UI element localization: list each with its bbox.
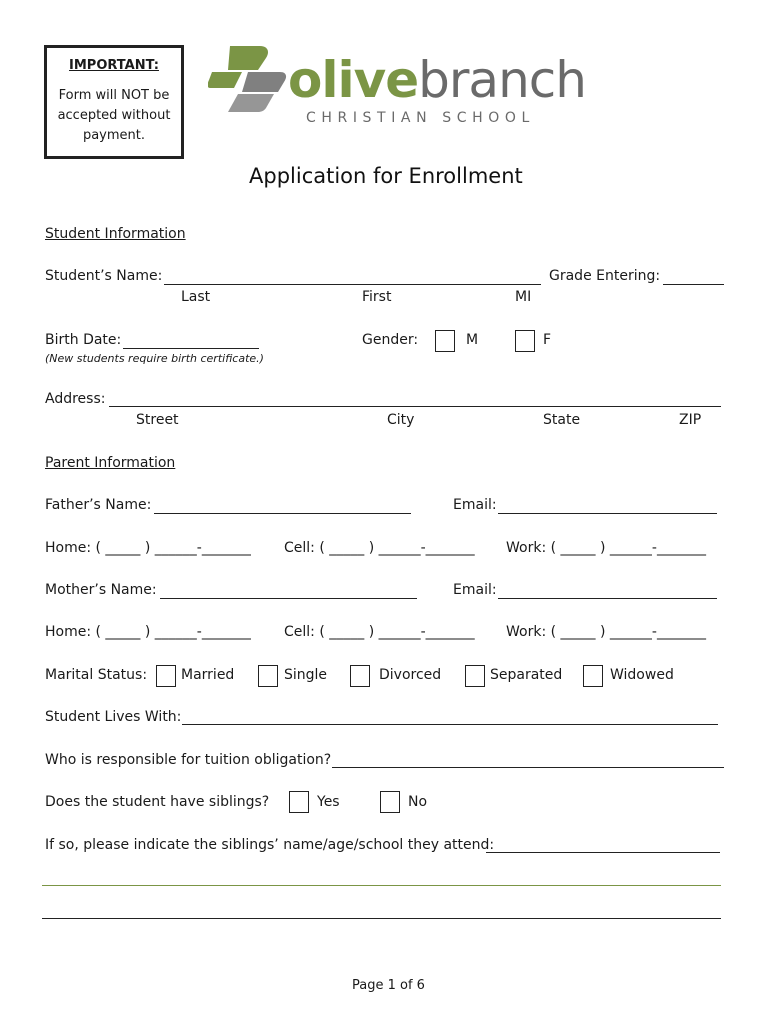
gender-f-label: F	[543, 332, 552, 348]
payment-notice	[44, 45, 184, 159]
notice-message: Form will NOT be accepted without payment.	[57, 88, 171, 143]
grade-entering-label: Grade Entering:	[549, 268, 661, 284]
birth-date-field[interactable]	[123, 348, 259, 349]
birth-date-note: (New students require birth certificate.)	[45, 352, 264, 365]
mother-cell-phone[interactable]: Cell: ( _____ ) ______-_______	[284, 624, 475, 640]
olive-branch-logo-icon	[208, 44, 288, 114]
address-label: Address:	[45, 391, 106, 407]
mother-work-phone[interactable]: Work: ( _____ ) ______-_______	[506, 624, 706, 640]
father-work-phone[interactable]: Work: ( _____ ) ______-_______	[506, 540, 706, 556]
marital-married-checkbox[interactable]	[156, 665, 176, 687]
logo-wordmark	[288, 50, 586, 110]
tuition-field[interactable]	[332, 767, 724, 768]
siblings-detail-field[interactable]	[486, 852, 720, 853]
siblings-detail-line-2[interactable]	[42, 918, 721, 919]
notice-heading: IMPORTANT:	[69, 58, 159, 73]
gender-m-checkbox[interactable]	[435, 330, 455, 352]
mother-name-field[interactable]	[160, 598, 417, 599]
grade-entering-field[interactable]	[663, 284, 724, 285]
siblings-detail-line-1[interactable]	[42, 885, 721, 886]
address-sub-city: City	[387, 412, 415, 428]
birth-date-label: Birth Date:	[45, 332, 122, 348]
logo-word-branch: branch	[418, 51, 586, 109]
marital-widowed-checkbox[interactable]	[583, 665, 603, 687]
father-email-field[interactable]	[498, 513, 717, 514]
marital-divorced-checkbox[interactable]	[350, 665, 370, 687]
name-sub-mi: MI	[515, 289, 532, 305]
lives-with-label: Student Lives With:	[45, 709, 182, 725]
mother-email-label: Email:	[453, 582, 497, 598]
lives-with-field[interactable]	[182, 724, 718, 725]
mother-name-label: Mother’s Name:	[45, 582, 157, 598]
siblings-detail-label: If so, please indicate the siblings’ name/age/school they attend:	[45, 837, 495, 853]
gender-f-checkbox[interactable]	[515, 330, 535, 352]
student-name-field[interactable]	[164, 284, 541, 285]
mother-email-field[interactable]	[498, 598, 717, 599]
tuition-label: Who is responsible for tuition obligation?	[45, 752, 332, 768]
siblings-no-label: No	[408, 794, 428, 810]
marital-single-label: Single	[284, 667, 328, 683]
address-sub-street: Street	[136, 412, 179, 428]
logo-subtitle: CHRISTIAN SCHOOL	[306, 110, 535, 126]
student-section-heading: Student Information	[45, 226, 186, 242]
address-sub-state: State	[543, 412, 581, 428]
name-sub-first: First	[362, 289, 392, 305]
marital-married-label: Married	[181, 667, 235, 683]
marital-single-checkbox[interactable]	[258, 665, 278, 687]
marital-separated-label: Separated	[490, 667, 563, 683]
gender-label: Gender:	[362, 332, 419, 348]
gender-m-label: M	[466, 332, 479, 348]
siblings-label: Does the student have siblings?	[45, 794, 270, 810]
father-name-field[interactable]	[154, 513, 411, 514]
marital-separated-checkbox[interactable]	[465, 665, 485, 687]
father-home-phone[interactable]: Home: ( _____ ) ______-_______	[45, 540, 251, 556]
marital-widowed-label: Widowed	[610, 667, 674, 683]
siblings-yes-checkbox[interactable]	[289, 791, 309, 813]
student-name-label: Student’s Name:	[45, 268, 163, 284]
address-sub-zip: ZIP	[679, 412, 702, 428]
page-number: Page 1 of 6	[352, 978, 425, 993]
parent-section-heading: Parent Information	[45, 455, 176, 471]
logo-word-olive: olive	[288, 51, 419, 109]
father-email-label: Email:	[453, 497, 497, 513]
father-name-label: Father’s Name:	[45, 497, 152, 513]
marital-status-label: Marital Status:	[45, 667, 148, 683]
siblings-no-checkbox[interactable]	[380, 791, 400, 813]
mother-home-phone[interactable]: Home: ( _____ ) ______-_______	[45, 624, 251, 640]
siblings-yes-label: Yes	[317, 794, 340, 810]
marital-divorced-label: Divorced	[379, 667, 442, 683]
page-title: Application for Enrollment	[249, 164, 523, 188]
father-cell-phone[interactable]: Cell: ( _____ ) ______-_______	[284, 540, 475, 556]
name-sub-last: Last	[181, 289, 211, 305]
address-field[interactable]	[109, 406, 721, 407]
